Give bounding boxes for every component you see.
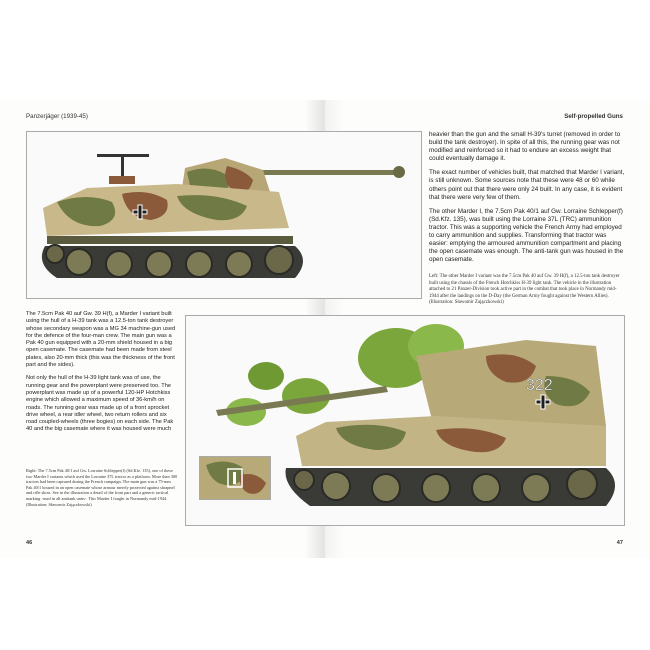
left-page-number: 46 <box>26 540 33 546</box>
right-paragraph-3: The other Marder I, the 7.5cm Pak 40/1 auf Gw. Lorraine Schlepper(f) (Sd.Kfz. 135), was built using the Lorraine 37L (TRC) ammunition tractor. This was a supporting vehicle the French Army had employed to carry ammunition and supplies. Transforming that tractor was easier: emptying the armoured ammunition compartment and placing the open casemate was enough. The anti-tank gun was housed in the open casemate. <box>429 207 624 264</box>
front-detail-inset <box>199 456 271 500</box>
top-illustration-frame <box>26 131 422 299</box>
left-body-text <box>26 311 178 440</box>
right-caption: Left: The other Marder I variant was the 7.5cm Pak 40 auf Gw. 39 H(f), a 12.5-ton tank destroyer built using the chassis of the French Hotchkiss H-39 light tank. The vehicle in the illustration attached to 21 Panzer-Division took active part in the combat that took place in Normandy mid-1944 after the landings on the D-Day (the German Army fought against the Western Allies). (Illustration: Sławomir Zajączkowski) <box>429 274 620 306</box>
left-paragraph-1: The 7.5cm Pak 40 auf Gw. 39 H(f), a Marder I variant built using the hull of a H-39 tank was a 12.5-ton tank destroyer whose secondary weapon was a MG 34 machine-gun used for the defence of the four-man crew. The main gun was a Pak 40 gun equipped with a 20-mm shield housed in a big open casemate. The casemate had been made from steel plates, also 20-mm thick (this was the thickness of the front part and the sides). <box>26 311 176 369</box>
right-paragraph-2: The exact number of vehicles built, that matched that Marder I variant, is still unknown. Some sources note that these were 48 or 60 while others point out that there were only 24 built. In any case, it is evident that there were very few of them. <box>429 169 625 201</box>
right-body-text <box>429 131 625 270</box>
vehicle-number: 322 <box>526 377 553 394</box>
right-paragraph-1: heavier than the gun and the small H-39's turret (removed in order to build the tank destroyer). In spite of all this, the running gear was not modified and reinforced so it had to endure an excess weight that could eventually damage it. <box>429 131 621 163</box>
left-caption: Right: The 7.5cm Pak 40/1 auf Gw. Lorraine Schlepper(f) (Sd.Kfz. 135), one of these two Marder I variants which used the Lorraine 37L tractor as a platform. More than 300 tractors had been captured during the French campaign. The main gun was a 75-mm Pak 40/1 housed in an open casemate whose armour merely protected against shrapnel and rifle shots. See in the illustration a detail of the front part and a generic tactical marking -used in all antitank units-. This Marder I fought in Normandy mid-1944. (Illustration: Sławomir Zajączkowski) <box>26 468 178 507</box>
left-running-header: Panzerjäger (1939-45) <box>26 113 88 120</box>
left-paragraph-2: Not only the hull of the H-39 light tank was of use, the running gear and the powerplant were preserved too. The powerplant was made up of a powerful 120-HP Hotchkiss engine which allowed a maximum speed of 36-km/h on roads. The running gear was made up of a front sprocket drive wheel, a rear idler wheel, two return rollers and six road coupled-wheels (three bogies) on each side. The Pak 40 and the big casemate where it was housed were much <box>26 375 174 433</box>
marder-h39-illustration <box>27 132 421 298</box>
right-page-number: 47 <box>616 540 623 546</box>
right-running-header: Self-propelled Guns <box>564 113 623 120</box>
front-detail-drawing <box>200 457 270 499</box>
